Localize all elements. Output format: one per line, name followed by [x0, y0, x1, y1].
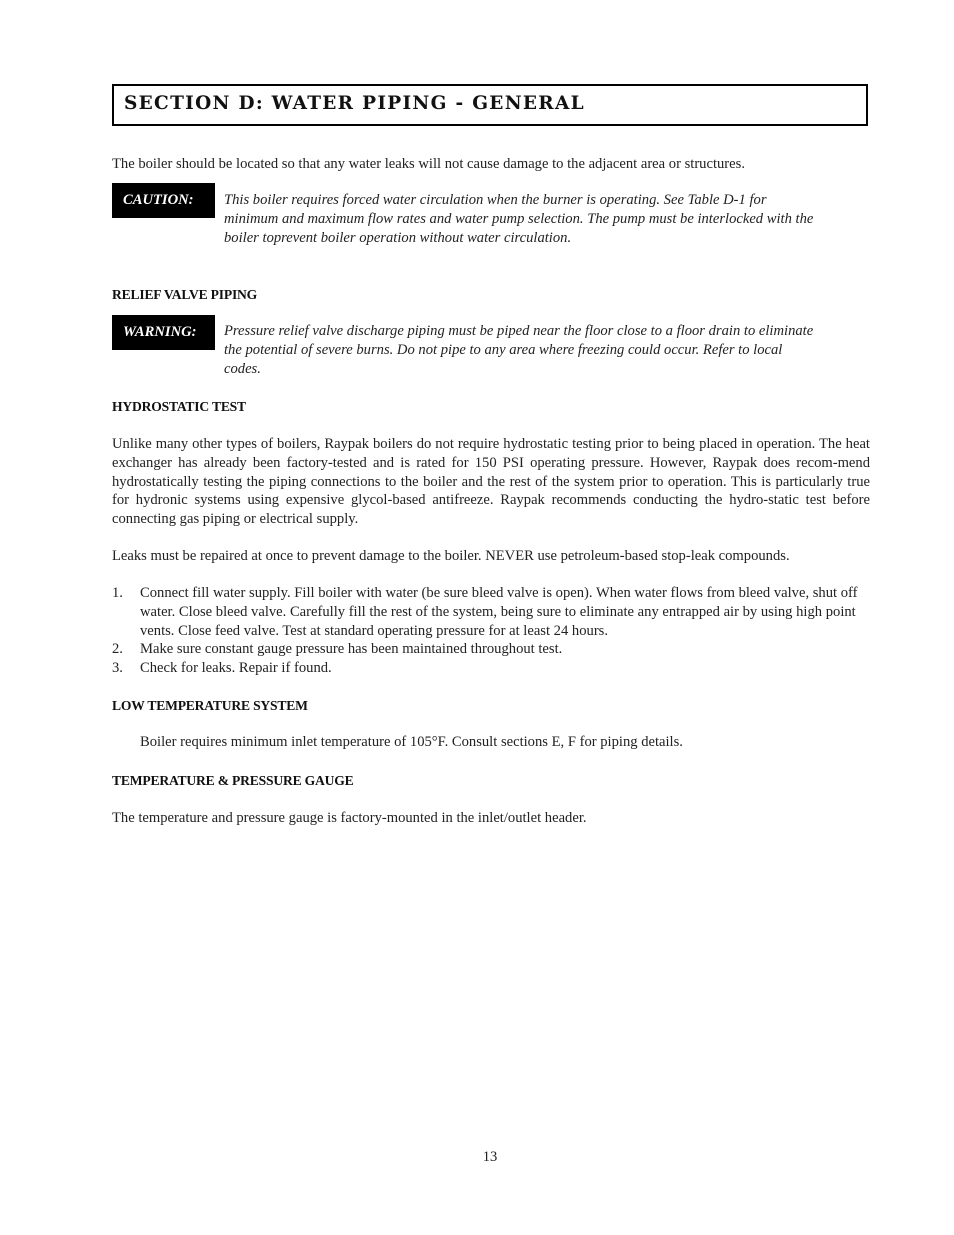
warning-text	[224, 322, 870, 378]
warning-line: codes.	[224, 360, 261, 377]
warning-label: WARNING:	[112, 315, 215, 350]
step-text: Connect fill water supply. Fill boiler with water (be sure bleed valve is open). When water flows from bleed valve, shut off water. Close bleed valve. Carefully fill the rest of the system, being sure to eliminate any entrapped air by using high point vents. Close feed valve. Test at standard operating pressure for at least 24 hours.	[140, 585, 858, 639]
section-header	[112, 84, 868, 126]
gauge-text: The temperature and pressure gauge is factory-mounted in the inlet/outlet header.	[112, 810, 587, 826]
list-item	[112, 659, 872, 678]
caution-text	[224, 191, 870, 247]
caution-label: CAUTION:	[112, 183, 215, 218]
hydrostatic-paragraph: Unlike many other types of boilers, Raypak boilers do not require hydrostatic testing prior to being placed in operation. The heat exchanger has already been factory-tested and is rated for 150 PSI operating pressure. However, Raypak does recom-mend hydrostatically testing the piping connections to the boiler and the rest of the system prior to operation. This is particularly true for hydronic systems using expensive glycol-based antifreeze. Raypak recommends conducting the hydro-static test before connecting gas piping or electrical supply.	[112, 436, 870, 528]
list-item	[112, 584, 872, 640]
low-temp-heading: LOW TEMPERATURE SYSTEM	[112, 698, 308, 713]
warning-line: the potential of severe burns. Do not pipe to any area where freezing could occur. Refer to local	[224, 341, 783, 358]
step-text: Make sure constant gauge pressure has been maintained throughout test.	[140, 641, 563, 658]
gauge-heading: TEMPERATURE & PRESSURE GAUGE	[112, 773, 354, 788]
intro-paragraph: The boiler should be located so that any water leaks will not cause damage to the adjacent area or structures.	[112, 156, 745, 172]
warning-line: Pressure relief valve discharge piping must be piped near the floor close to a floor drain to eliminate	[224, 323, 814, 339]
caution-line: This boiler requires forced water circulation when the burner is operating. See Table D-1 for	[224, 192, 767, 208]
caution-line: minimum and maximum flow rates and water pump selection. The pump must be interlocked with the	[224, 210, 814, 227]
test-steps-list	[112, 584, 872, 678]
relief-valve-heading: RELIEF VALVE PIPING	[112, 287, 258, 302]
hydrostatic-heading: HYDROSTATIC TEST	[112, 399, 246, 414]
step-number: 1.	[112, 585, 123, 601]
step-number: 3.	[112, 660, 123, 677]
step-number: 2.	[112, 641, 123, 658]
caution-line: boiler toprevent boiler operation without water circulation.	[224, 229, 572, 246]
list-item	[112, 640, 872, 659]
step-text: Check for leaks. Repair if found.	[140, 660, 332, 677]
leaks-paragraph: Leaks must be repaired at once to prevent damage to the boiler. NEVER use petroleum-based stop-leak compounds.	[112, 548, 790, 564]
page-number: 13	[482, 1149, 498, 1165]
low-temp-text: Boiler requires minimum inlet temperature of 105°F. Consult sections E, F for piping details.	[140, 734, 683, 750]
section-title: SECTION D: WATER PIPING - GENERAL	[124, 93, 585, 114]
